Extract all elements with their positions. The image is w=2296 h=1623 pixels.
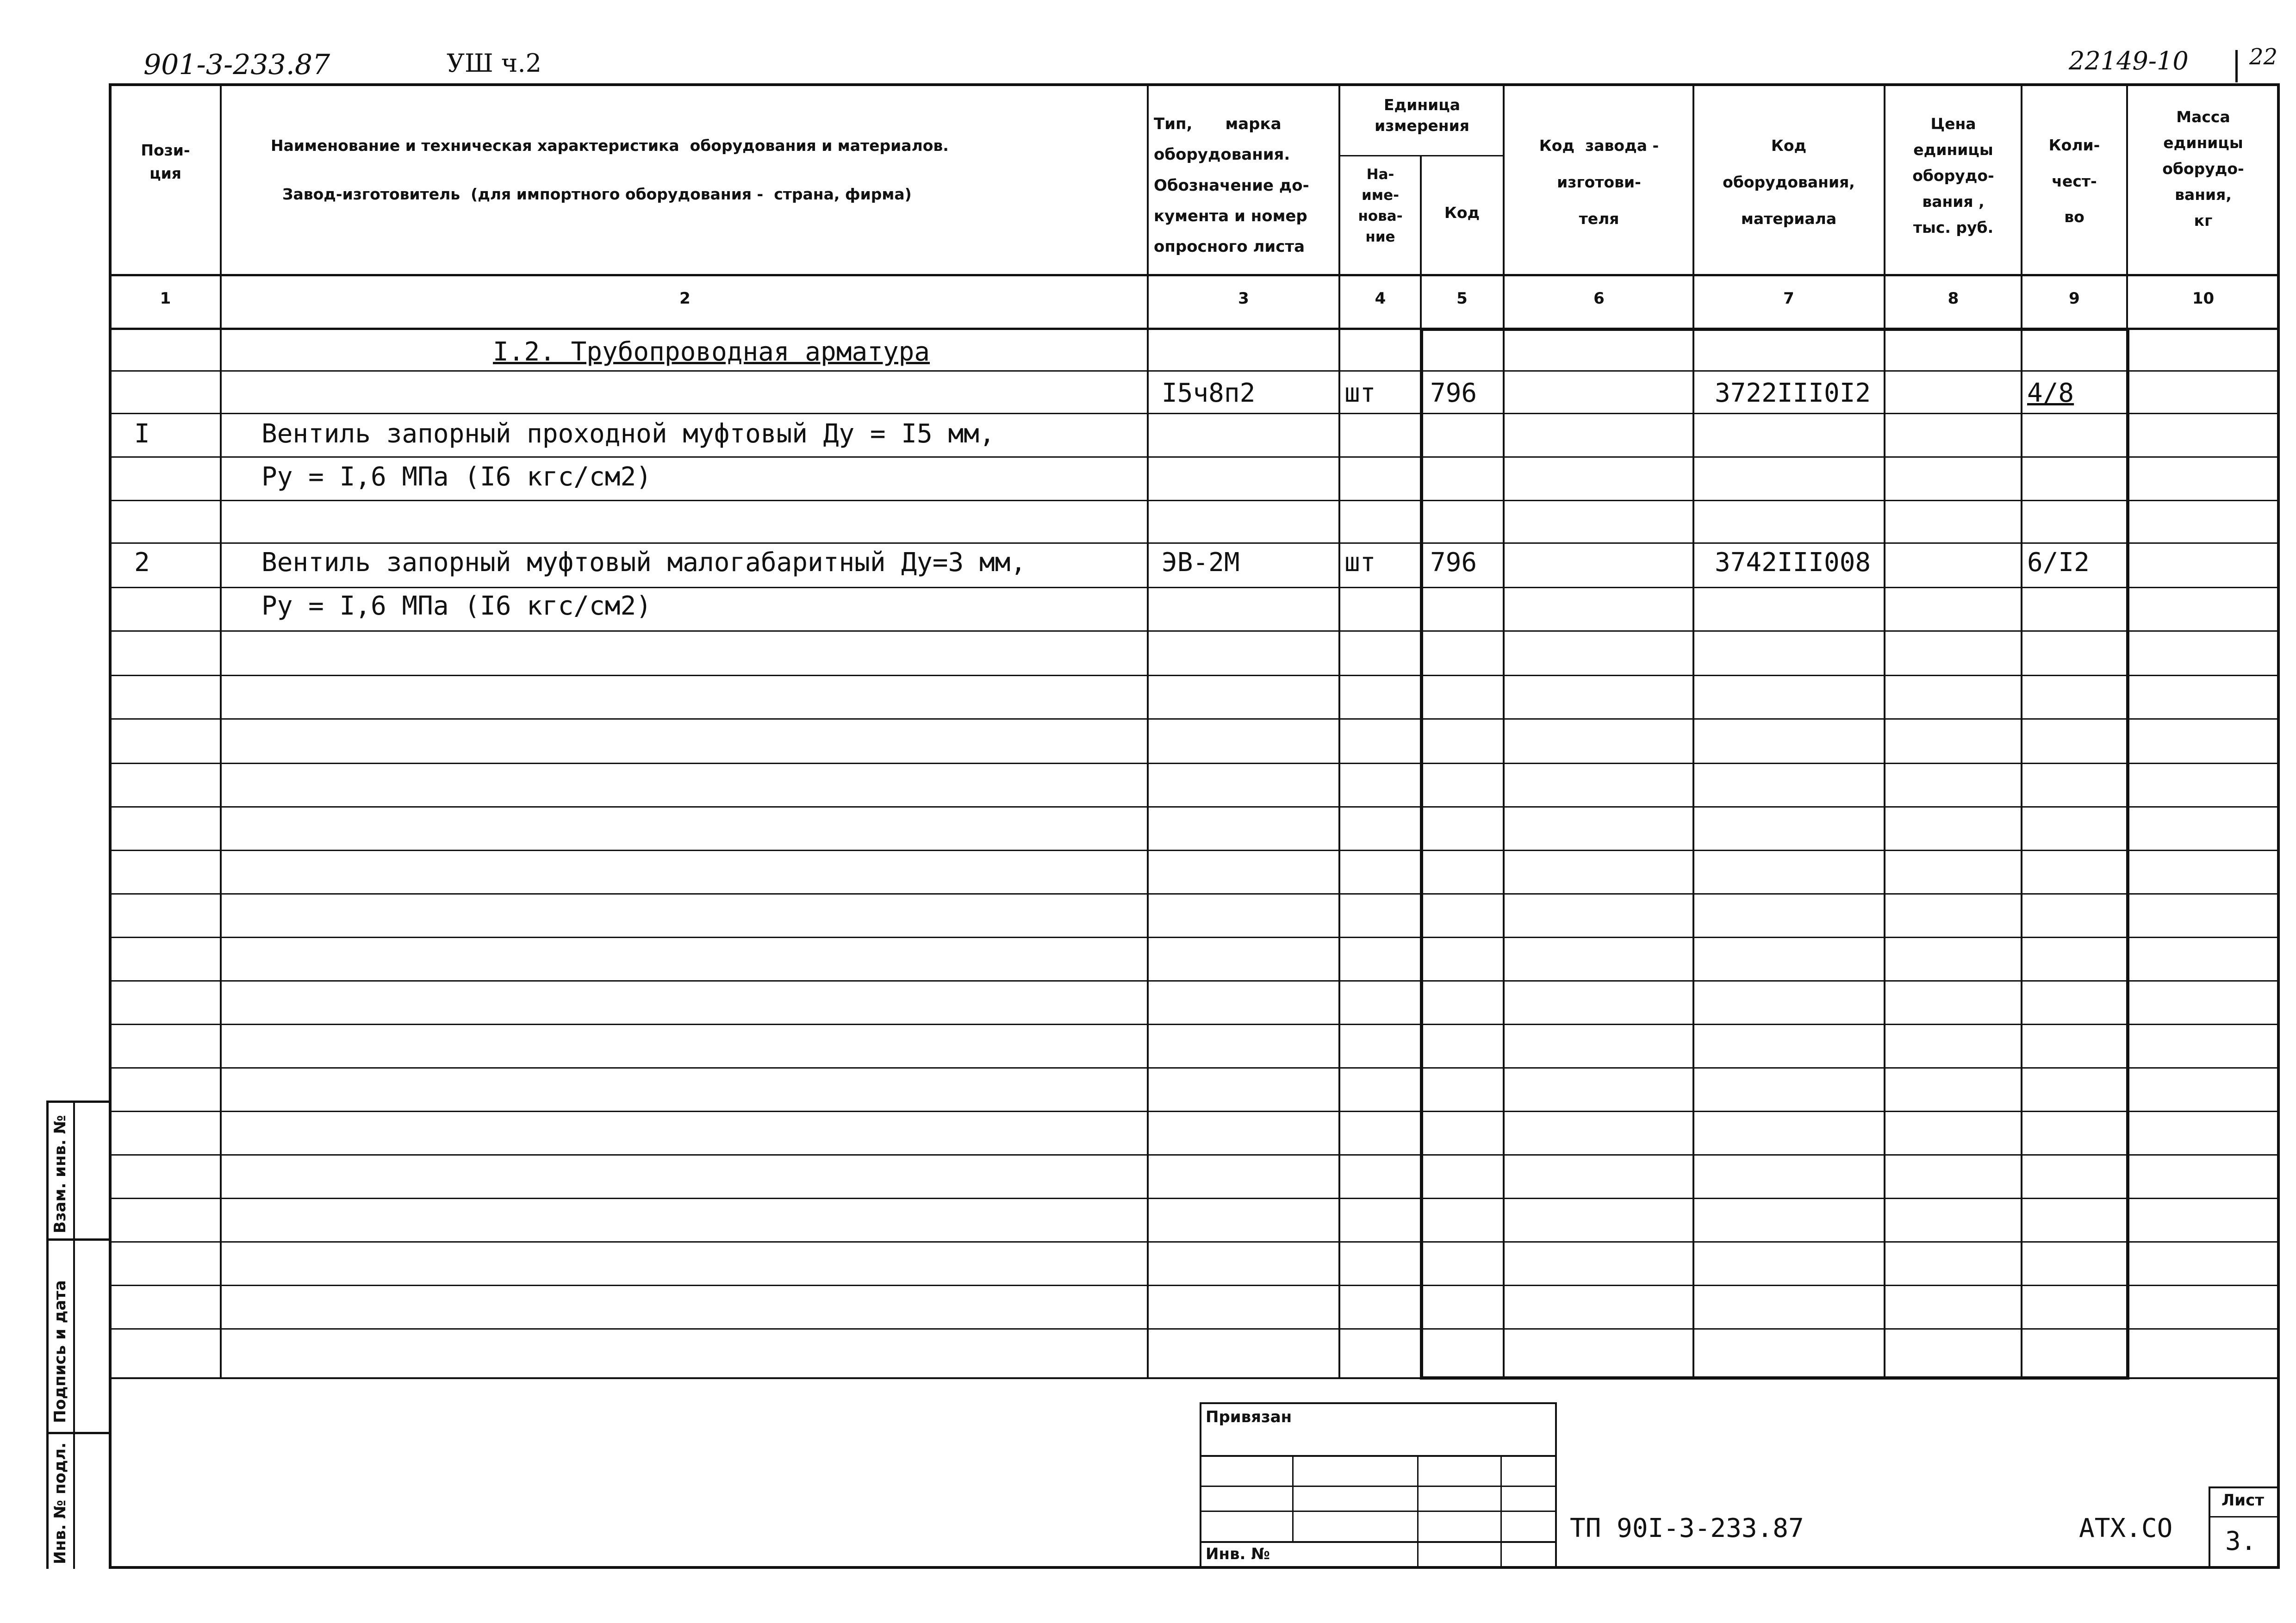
unit-group-line <box>1340 155 1504 156</box>
stamp-designation: ТП 90I-3-233.87 <box>1570 1513 1804 1543</box>
row-type: I5ч8п2 <box>1162 378 1256 408</box>
header-name-line2: Завод-изготовитель (для импортного оборудования - страна, фирма) <box>282 185 912 203</box>
row-equipment-code: 3742III008 <box>1715 547 1871 578</box>
table-bottom-border <box>109 1566 2280 1569</box>
corner-tick <box>2235 50 2238 82</box>
row-unit-code: 796 <box>1430 378 1477 408</box>
header-bottom-line <box>109 274 2280 276</box>
col-line-2 <box>1147 83 1149 1379</box>
col-line-5 <box>1503 83 1505 1379</box>
column-number: 8 <box>1948 289 1959 308</box>
part-label: УШ ч.2 <box>447 49 542 78</box>
col-line-6 <box>1692 83 1694 1379</box>
header-equipment-code: Код оборудования, материала <box>1723 137 1855 228</box>
side-label-vzam: Взам. инв. № <box>51 1115 69 1233</box>
column-number: 7 <box>1783 289 1794 308</box>
document-number: 901-3-233.87 <box>143 49 330 81</box>
row-type: ЭВ-2М <box>1162 547 1240 578</box>
header-price: Цена единицы оборудо- вания , тыс. руб. <box>1912 115 1994 237</box>
column-number: 10 <box>2192 289 2215 308</box>
column-number: 4 <box>1375 289 1386 308</box>
side-strip-divider-v <box>73 1101 75 1569</box>
header-name-line1: Наименование и техническая характеристика оборудования и материалов. <box>271 137 949 155</box>
column-number: 5 <box>1456 289 1468 308</box>
col-line-7 <box>1884 83 1885 1379</box>
header-quantity: Коли- чест- во <box>2048 136 2100 226</box>
side-strip-top <box>46 1101 111 1103</box>
side-strip-left <box>46 1101 49 1569</box>
side-strip-divider-1 <box>46 1238 111 1241</box>
col-line-9-bold <box>2126 328 2129 1379</box>
header-position: Пози- ция <box>141 141 190 182</box>
header-type: Тип, марка оборудования. Обозначение до- кумента и номер опросного листа <box>1154 115 1309 256</box>
column-number: 2 <box>679 289 691 308</box>
row-name: Ру = I,6 МПа (I6 кгс/см2) <box>261 591 652 621</box>
corner-mark: 22 <box>2249 44 2278 70</box>
header-unit-code: Код <box>1444 204 1480 222</box>
stamp-code: АТХ.СО <box>2079 1513 2173 1543</box>
col-line-1 <box>220 83 222 1379</box>
bold-box-top <box>1420 328 2129 331</box>
col-line-3 <box>1338 83 1340 1379</box>
side-label-inv: Инв. № подл. <box>51 1442 69 1564</box>
row-unit-code: 796 <box>1430 547 1477 578</box>
row-name: Вентиль запорный проходной муфтовый Ду = I5 мм, <box>261 419 995 449</box>
stamp-inv-no: Инв. № <box>1206 1545 1270 1563</box>
column-number: 3 <box>1238 289 1249 308</box>
table-top-border <box>109 83 2280 86</box>
stamp-sheet-number: 3. <box>2225 1526 2257 1556</box>
column-number: 6 <box>1593 289 1605 308</box>
row-quantity: 6/I2 <box>2027 547 2090 578</box>
column-number: 9 <box>2069 289 2080 308</box>
header-unit-name: На- име- нова- ние <box>1358 166 1403 245</box>
row-quantity: 4/8 <box>2027 378 2074 408</box>
side-label-podpis: Подпись и дата <box>51 1280 69 1423</box>
side-strip-divider-2 <box>46 1432 111 1434</box>
col-line-4-bold <box>1420 328 1423 1379</box>
row-name: Вентиль запорный муфтовый малогабаритный Ду=3 мм, <box>261 547 1027 578</box>
row-position: I <box>134 419 150 449</box>
header-unit-group: Единица измерения <box>1375 96 1469 135</box>
row-unit: шт <box>1344 547 1376 578</box>
row-name: Ру = I,6 МПа (I6 кгс/см2) <box>261 462 652 492</box>
row-unit: шт <box>1344 378 1376 408</box>
section-title: I.2. Трубопроводная арматура <box>493 337 930 367</box>
stamp-sheet-label: Лист <box>2221 1491 2264 1510</box>
header-mass: Масса единицы оборудо- вания, кг <box>2162 108 2244 230</box>
col-line-8 <box>2021 83 2022 1379</box>
stamp-privyazan: Привязан <box>1206 1408 1292 1426</box>
archive-number: 22149-10 <box>2069 46 2189 75</box>
column-number: 1 <box>160 289 171 308</box>
header-maker-code: Код завода - изготови- теля <box>1539 137 1659 228</box>
row-position: 2 <box>134 547 150 578</box>
row-equipment-code: 3722III0I2 <box>1715 378 1871 408</box>
